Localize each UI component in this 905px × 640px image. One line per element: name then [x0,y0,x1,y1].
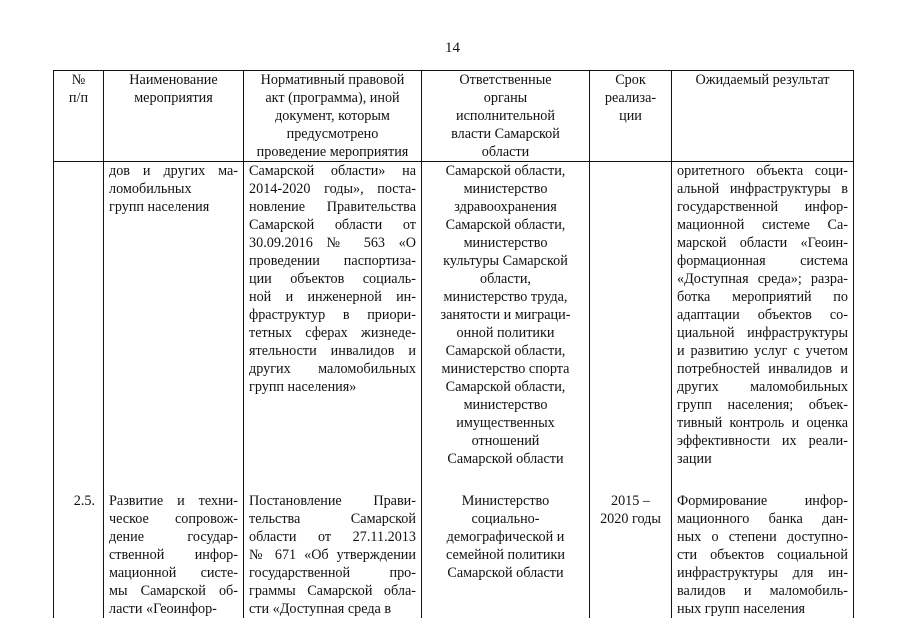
header-number [54,71,104,162]
text-line: 2020 годы [600,511,661,527]
text-line: и развитию услуг с учетом [677,343,848,359]
text-line: марской области «Геоин- [677,235,848,251]
text-line: ных групп населения [677,601,806,617]
text-line: министерство [463,181,548,197]
text-line: дение государ- [109,529,238,545]
cell-number: 2.5. [54,492,104,618]
text-line: ной и инженерной ин- [249,289,416,305]
cell-responsible-bodies [422,492,590,618]
text-line: Самарской области [447,451,564,467]
text-line: 2015 – [610,493,650,509]
text-line: зации [677,451,712,467]
text-line: министерство [463,235,548,251]
text-line: социально- [471,511,540,527]
text-line: групп населения [109,199,210,215]
text-line: других маломобильных [249,361,416,377]
text-line: занятости и миграци- [440,307,571,323]
table-row [54,492,854,618]
header-legal-act [244,71,422,162]
text-line: мационного банка дан- [677,511,848,527]
text-line: сти объектов социальной [677,547,848,563]
text-line: онной политики [456,325,555,341]
text-line: групп населения» [249,379,357,395]
text-line: валидов и маломобиль- [677,583,848,599]
text-line: Самарской области, [445,343,566,359]
text-line: отношений [471,433,540,449]
text-line: ции [619,108,642,124]
text-line: реализа- [604,90,657,106]
text-line: ческое сопровож- [109,511,238,527]
text-line: ласти «Геоинфор- [109,601,217,617]
cell-measure-name [104,492,244,618]
text-line: Формирование инфор- [677,493,848,509]
text-line: фраструктур в приори- [249,307,416,323]
cell-legal-act [244,162,422,493]
text-line: мероприятия [134,90,213,106]
text-line: Самарской области» на [249,163,416,179]
text-line: эффективности их реали- [677,433,848,449]
text-line: Ожидаемый результат [695,72,830,88]
header-term [590,71,672,162]
text-line: Постановление Прави- [249,493,416,509]
cell-expected-result [672,162,854,493]
text-line: потребностей инвалидов и [677,361,848,377]
text-line: новление Правительства [249,199,416,215]
text-line: предусмотрено [286,126,379,142]
cell-responsible-bodies [422,162,590,493]
text-line: проведении паспортиза- [249,253,416,269]
measures-table [53,70,854,618]
text-line: Срок [615,72,646,88]
cell-expected-result [672,492,854,618]
text-line: Нормативный правовой [260,72,405,88]
text-line: органы [483,90,528,106]
text-line: ции объектов социаль- [249,271,416,287]
text-line: Наименование [129,72,218,88]
header-expected-result [672,71,854,162]
text-line: сти «Доступная среда в [249,601,392,617]
text-line: акт (программа), иной [265,90,400,106]
text-line: Ответственные [459,72,552,88]
text-line: граммы Самарской обла- [249,583,416,599]
text-line: № [71,72,86,88]
header-measure-name [104,71,244,162]
text-line: власти Самарской [451,126,560,142]
text-line: семейной политики [446,547,565,563]
text-line: государственной инфор- [677,199,848,215]
text-line: Самарской области, [445,217,566,233]
text-line: 30.09.2016 № 563 «О [249,235,416,251]
text-line: Самарской области [447,565,564,581]
cell-measure-name [104,162,244,493]
cell-term [590,162,672,493]
text-line: демографической и [446,529,565,545]
table-header-row [54,71,854,162]
text-line: имущественных [456,415,555,431]
text-line: Самарской области, [445,379,566,395]
text-line: Самарской области от [249,217,416,233]
cell-term [590,492,672,618]
cell-number [54,162,104,493]
text-line: государственной про- [249,565,416,581]
text-line: проведение мероприятия [256,144,409,160]
text-line: тивный контроль и оценка [677,415,848,431]
page-number: 14 [445,40,460,56]
text-line: групп населения; объек- [677,397,848,413]
text-line: ботка мероприятий по [677,289,848,305]
text-line: мы Самарской об- [109,583,238,599]
text-line: «Доступная среда»; разра- [677,271,848,287]
text-line: ных о степени доступно- [677,529,848,545]
text-line: дов и других ма- [109,163,238,179]
header-responsible-bodies [422,71,590,162]
text-line: Министерство [461,493,550,509]
text-line: Самарской области, [445,163,566,179]
text-line: п/п [68,90,89,106]
table-row [54,162,854,493]
text-line: Развитие и техни- [109,493,238,509]
text-line: министерство труда, [443,289,568,305]
text-line: 2014-2020 годы», поста- [249,181,416,197]
text-line: министерство спорта [441,361,570,377]
text-line: альной инфраструктуры в [677,181,848,197]
text-line: мационной систе- [109,565,238,581]
text-line: области от 27.11.2013 [249,529,416,545]
text-line: адаптации объектов со- [677,307,848,323]
text-line: области, [480,271,531,287]
text-line: ственной инфор- [109,547,238,563]
text-line: других маломобильных [677,379,848,395]
text-line: здравоохранения [454,199,557,215]
text-line: тельства Самарской [249,511,416,527]
text-line: оритетного объекта соци- [677,163,848,179]
text-line: документ, которым [275,108,390,124]
text-line: ломобильных [109,181,192,197]
text-line: области [481,144,530,160]
cell-legal-act [244,492,422,618]
text-line: мационной системе Са- [677,217,848,233]
text-line: ятельности инвалидов и [249,343,416,359]
text-line: культуры Самарской [443,253,568,269]
text-line: № 671 «Об утверждении [249,547,416,563]
text-line: циальной инфраструктуры [677,325,848,341]
text-line: министерство [463,397,548,413]
text-line: тетных сферах жизнеде- [249,325,416,341]
text-line: формационная система [677,253,848,269]
text-line: инфраструктуры для ин- [677,565,848,581]
text-line: исполнительной [456,108,555,124]
